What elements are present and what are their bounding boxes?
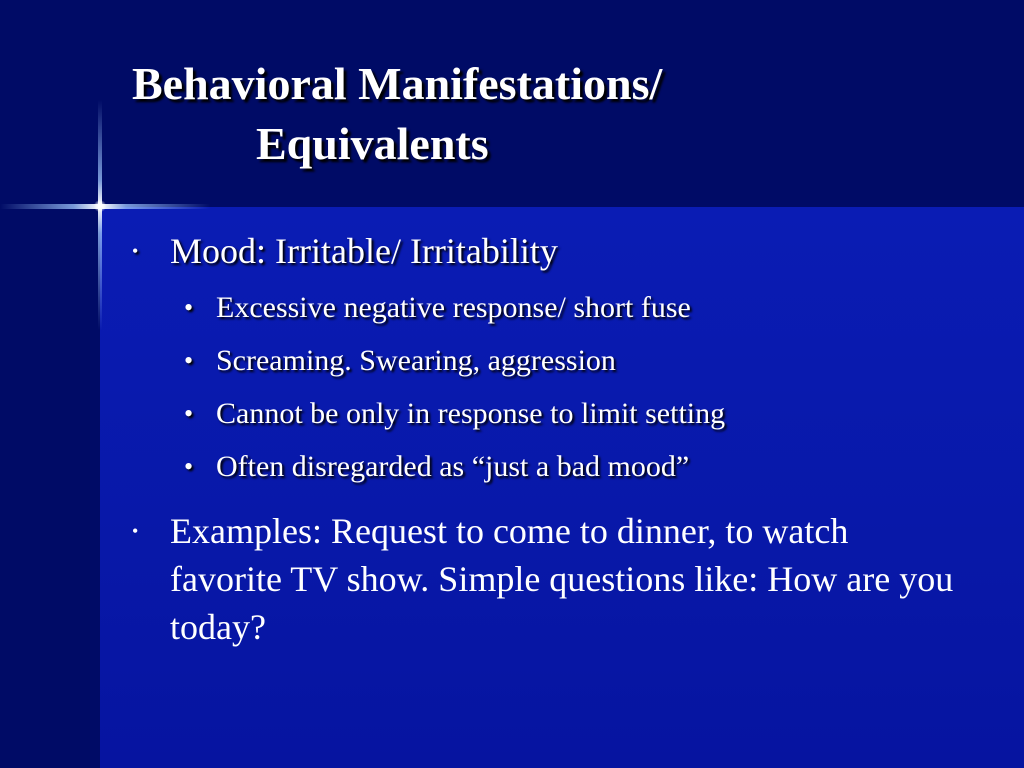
sub-bullet-text: Screaming. Swearing, aggression <box>216 344 616 377</box>
sub-bullet-limit-setting <box>170 387 1008 440</box>
bullet-dot: • <box>132 241 139 261</box>
sub-bullet-excessive-response <box>170 281 1008 334</box>
bullet-mood-text: Mood: Irritable/ Irritability <box>170 231 558 271</box>
slide-title-line-2: Equivalents <box>256 118 489 169</box>
sub-bullet-text: Often disregarded as “just a bad mood” <box>216 450 690 483</box>
slide-title <box>132 54 662 174</box>
sub-bullet-list <box>170 281 1008 493</box>
sparkle-core <box>94 200 106 212</box>
slide-title-line-1: Behavioral Manifestations/ <box>132 58 663 109</box>
bullet-list <box>128 227 1008 651</box>
sub-bullet-bad-mood <box>170 440 1008 493</box>
bullet-examples <box>128 507 1008 651</box>
sub-bullet-text: Excessive negative response/ short fuse <box>216 291 691 324</box>
sub-bullet-dot: • <box>184 346 194 375</box>
sub-bullet-text: Cannot be only in response to limit setting <box>216 397 726 430</box>
bullet-dot: • <box>132 521 139 541</box>
sparkle-vertical-ray <box>98 100 102 330</box>
sub-bullet-dot: • <box>184 293 194 322</box>
left-band <box>0 207 100 768</box>
bullet-mood <box>128 227 1008 493</box>
sub-bullet-dot: • <box>184 399 194 428</box>
bullet-examples-text: Examples: Request to come to dinner, to watch favorite TV show. Simple questions like: How are you today? <box>170 511 954 647</box>
sub-bullet-screaming <box>170 334 1008 387</box>
sub-bullet-dot: • <box>184 452 194 481</box>
